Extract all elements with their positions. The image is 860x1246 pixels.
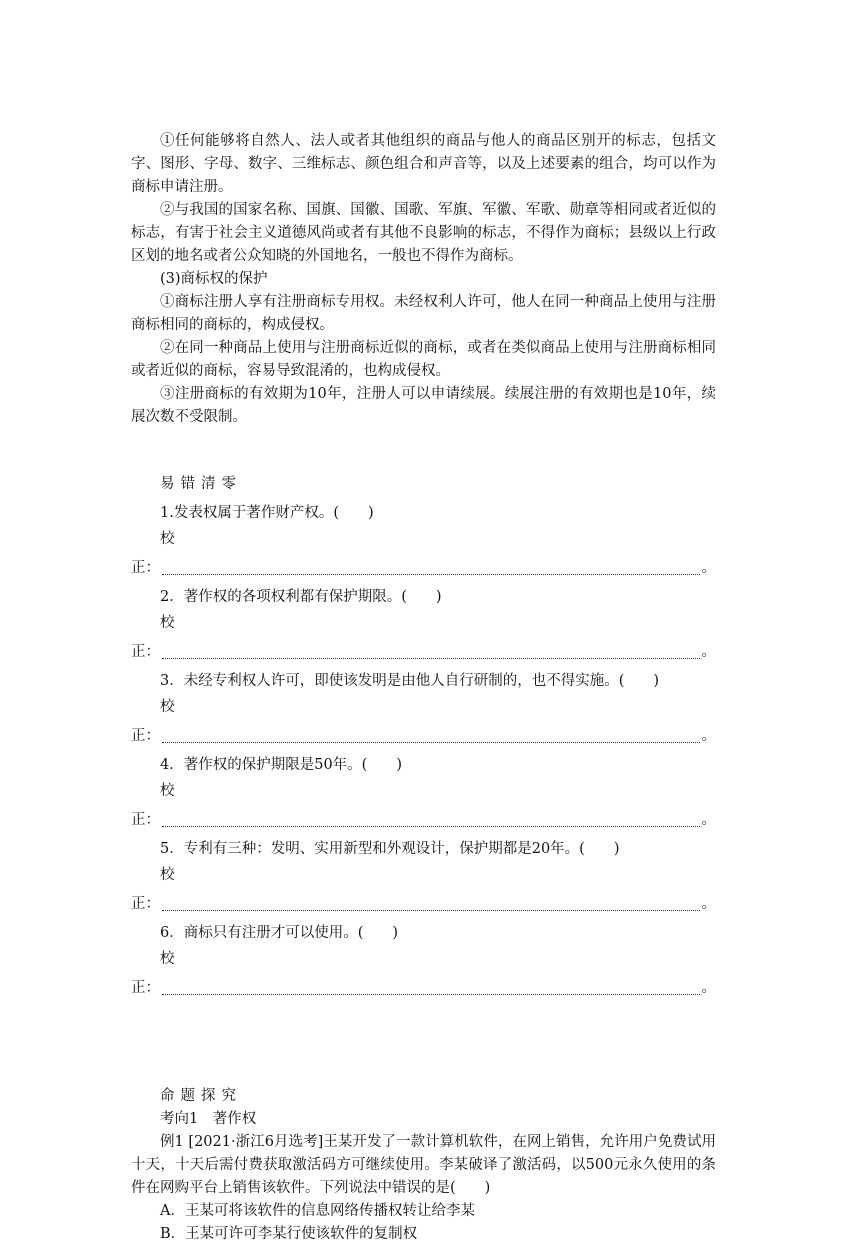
correction-end: 。: [701, 896, 716, 912]
correction-end: 。: [701, 560, 716, 576]
correction-blank[interactable]: [162, 560, 700, 575]
correction-end: 。: [701, 644, 716, 660]
correction-blank[interactable]: [162, 644, 700, 659]
correction-label: 校: [160, 867, 175, 883]
trademark-protection-heading: (3)商标权的保护: [160, 271, 268, 287]
question-text: 4．著作权的保护期限是50年。( ): [160, 757, 402, 773]
trademark-protection-2: ②在同一种商品上使用与注册商标近似的商标，或者在类似商品上使用与注册商标相同或者近似的商标，容易导致混淆的，也构成侵权。: [131, 340, 716, 379]
correction-blank[interactable]: [162, 980, 700, 995]
correction-label: 校: [160, 531, 175, 547]
example-question: 例1 [2021·浙江6月选考]王某开发了一款计算机软件，在网上销售，允许用户免费试用十天，十天后需付费获取激活码方可继续使用。李某破译了激活码，以500元永久使用的条件在网购平台上销售该软件。下列说法中错误的是( ): [131, 1134, 716, 1196]
correction-label-tail: 正：: [131, 812, 160, 828]
correction-end: 。: [701, 980, 716, 996]
correction-line[interactable]: [131, 893, 716, 916]
trademark-rule-2: ②与我国的国家名称、国旗、国徽、国歌、军旗、军徽、军歌、勋章等相同或者近似的标志，有害于社会主义道德风尚或者有其他不良影响的标志，不得作为商标；县级以上行政区划的地名或者公众知晓的外国地名，一般也不得作为商标。: [131, 202, 716, 264]
correction-line[interactable]: [131, 641, 716, 664]
document-page: [131, 130, 716, 1246]
question-item: [131, 670, 716, 748]
correction-blank[interactable]: [162, 728, 700, 743]
option-b: B．王某可许可李某行使该软件的复制权: [160, 1226, 418, 1242]
question-item: [131, 754, 716, 832]
trademark-protection-1: ①商标注册人享有注册商标专用权。未经权利人许可，他人在同一种商品上使用与注册商标相同的商标的，构成侵权。: [131, 294, 716, 333]
correction-end: 。: [701, 728, 716, 744]
correction-label-tail: 正：: [131, 896, 160, 912]
correction-end: 。: [701, 812, 716, 828]
question-item: [131, 586, 716, 664]
correction-label-tail: 正：: [131, 728, 160, 744]
option-a: A．王某可将该软件的信息网络传播权转让给李某: [160, 1203, 475, 1219]
correction-label-tail: 正：: [131, 644, 160, 660]
correction-label: 校: [160, 783, 175, 799]
correction-label-tail: 正：: [131, 560, 160, 576]
question-text: 5．专利有三种：发明、实用新型和外观设计，保护期都是20年。( ): [160, 841, 620, 857]
correction-line[interactable]: [131, 557, 716, 580]
question-text: 1.发表权属于著作财产权。( ): [160, 505, 374, 521]
exam-direction: 考向1 著作权: [160, 1111, 257, 1127]
question-item: [131, 502, 716, 580]
question-text: 6．商标只有注册才可以使用。( ): [160, 925, 399, 941]
correction-label: 校: [160, 951, 175, 967]
question-item: [131, 838, 716, 916]
correction-line[interactable]: [131, 809, 716, 832]
topic-exploration-section: [131, 1085, 716, 1246]
correction-label-tail: 正：: [131, 980, 160, 996]
correction-label: 校: [160, 699, 175, 715]
question-text: 2．著作权的各项权利都有保护期限。( ): [160, 589, 442, 605]
correction-blank[interactable]: [162, 896, 700, 911]
section-heading: 易错清零: [160, 476, 242, 492]
trademark-protection-3: ③注册商标的有效期为10年，注册人可以申请续展。续展注册的有效期也是10年，续展次数不受限制。: [131, 386, 716, 425]
correction-line[interactable]: [131, 725, 716, 748]
section-heading: 命题探究: [160, 1088, 242, 1104]
correction-line[interactable]: [131, 977, 716, 1000]
trademark-rule-1: ①任何能够将自然人、法人或者其他组织的商品与他人的商品区别开的标志，包括文字、图形、字母、数字、三维标志、颜色组合和声音等，以及上述要素的组合，均可以作为商标申请注册。: [131, 133, 716, 195]
error-clearing-section: [131, 473, 716, 1000]
question-item: [131, 922, 716, 1000]
question-text: 3．未经专利权人许可，即使该发明是由他人自行研制的，也不得实施。( ): [160, 673, 660, 689]
correction-blank[interactable]: [162, 812, 700, 827]
correction-label: 校: [160, 615, 175, 631]
